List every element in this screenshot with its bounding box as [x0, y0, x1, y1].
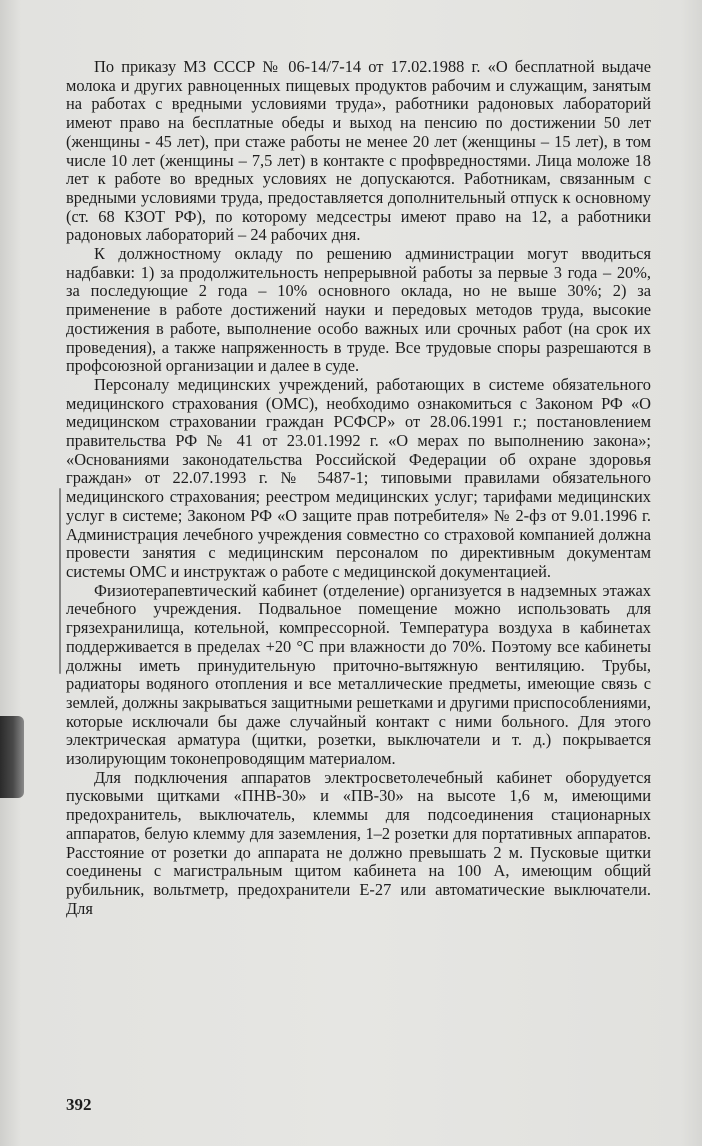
page-number: 392: [66, 1095, 92, 1114]
margin-pencil-mark: [59, 488, 61, 674]
paragraph-5: Для подключения аппаратов электросветолечебный кабинет оборудуется пусковыми щитками «ПНВ-30» и «ПВ-30» на высоте 1,6 м, имеющими предохранитель, выключатель, клеммы для подсоединения стационарных аппаратов, белую клемму для заземления, 1–2 розетки для портативных аппаратов. Расстояние от розетки до аппарата не должно превышать 2 м. Пусковые щитки соединены с магистральным щитом кабинета на 100 А, имеющим общий рубильник, вольтметр, предохранители Е-27 или автоматические выключатели. Для: [66, 767, 651, 918]
paragraph-1: По приказу МЗ СССР № 06-14/7-14 от 17.02.1988 г. «О бесплатной выдаче молока и других равноценных пищевых продуктов рабочим и служащим, занятым на работах с вредными условиями труда», работники радоновых лабораторий имеют право на бесплатные обеды и выход на пенсию по достижении 50 лет (женщины - 45 лет), при стаже работы не менее 20 лет (женщины – 15 лет), в том числе 10 лет (женщины – 7,5 лет) в контакте с профвредностями. Лица моложе 18 лет к работе во вредных условиях не допускаются. Работникам, связанным с вредными условиями труда, предоставляется дополнительный отпуск к основному (ст. 68 КЗОТ РФ), по которому медсестры имеют право на 12, а работники радоновых лабораторий – 24 рабочих дня.: [66, 57, 651, 245]
paragraph-3: Персоналу медицинских учреждений, работающих в системе обязательного медицинского страхования (ОМС), необходимо ознакомиться с Законом РФ «О медицинском страховании граждан РСФСР» от 28.06.1991 г.; постановлением правительства РФ № 41 от 23.01.1992 г. «О мерах по выполнению закона»; «Основаниями законодательства Российской Федерации об охране здоровья граждан» от 22.07.1993 г. № 5487-1; типовыми правилами обязательного медицинского страхования; реестром медицинских услуг; тарифами медицинских услуг в системе; Законом РФ «О защите прав потребителя» № 2-фз от 9.01.1996 г. Администрация лечебного учреждения совместно со страховой компанией должна провести занятия с медицинским персоналом по директивным документам системы ОМС и инструктаж о работе с медицинской документацией.: [66, 374, 651, 581]
binding-clip-shadow: [0, 716, 24, 798]
paragraph-4: Физиотерапевтический кабинет (отделение) организуется в надземных этажах лечебного учреждения. Подвальное помещение можно использовать для грязехранилища, котельной, компрессорной. Температура воздуха в кабинетах поддерживается в пределах +20 °С при влажности до 70%. Поэтому все кабинеты должны иметь принудительную приточно-вытяжную вентиляцию. Трубы, радиаторы водяного отопления и все металлические предметы, имеющие связь с землей, должны закрываться защитными решетками и другими приспособлениями, которые исключали бы даже случайный контакт с ними больного. Для этого электрическая арматура (щитки, розетки, выключатели и т. д.) покрывается изолирующим токонепроводящим материалом.: [66, 580, 651, 769]
page-text: [66, 58, 651, 918]
paragraph-2: К должностному окладу по решению администрации могут вводиться надбавки: 1) за продолжительность непрерывной работы за первые 3 года – 20%, за последующие 2 года – 10% основного оклада, но не выше 30%; 2) за применение в работе достижений науки и передовых методов труда, высокие достижения в работе, выполнение особо важных или срочных работ (на срок их проведения), а также напряженность в труде. Все трудовые споры разрешаются в профсоюзной организации и далее в суде.: [66, 244, 651, 376]
